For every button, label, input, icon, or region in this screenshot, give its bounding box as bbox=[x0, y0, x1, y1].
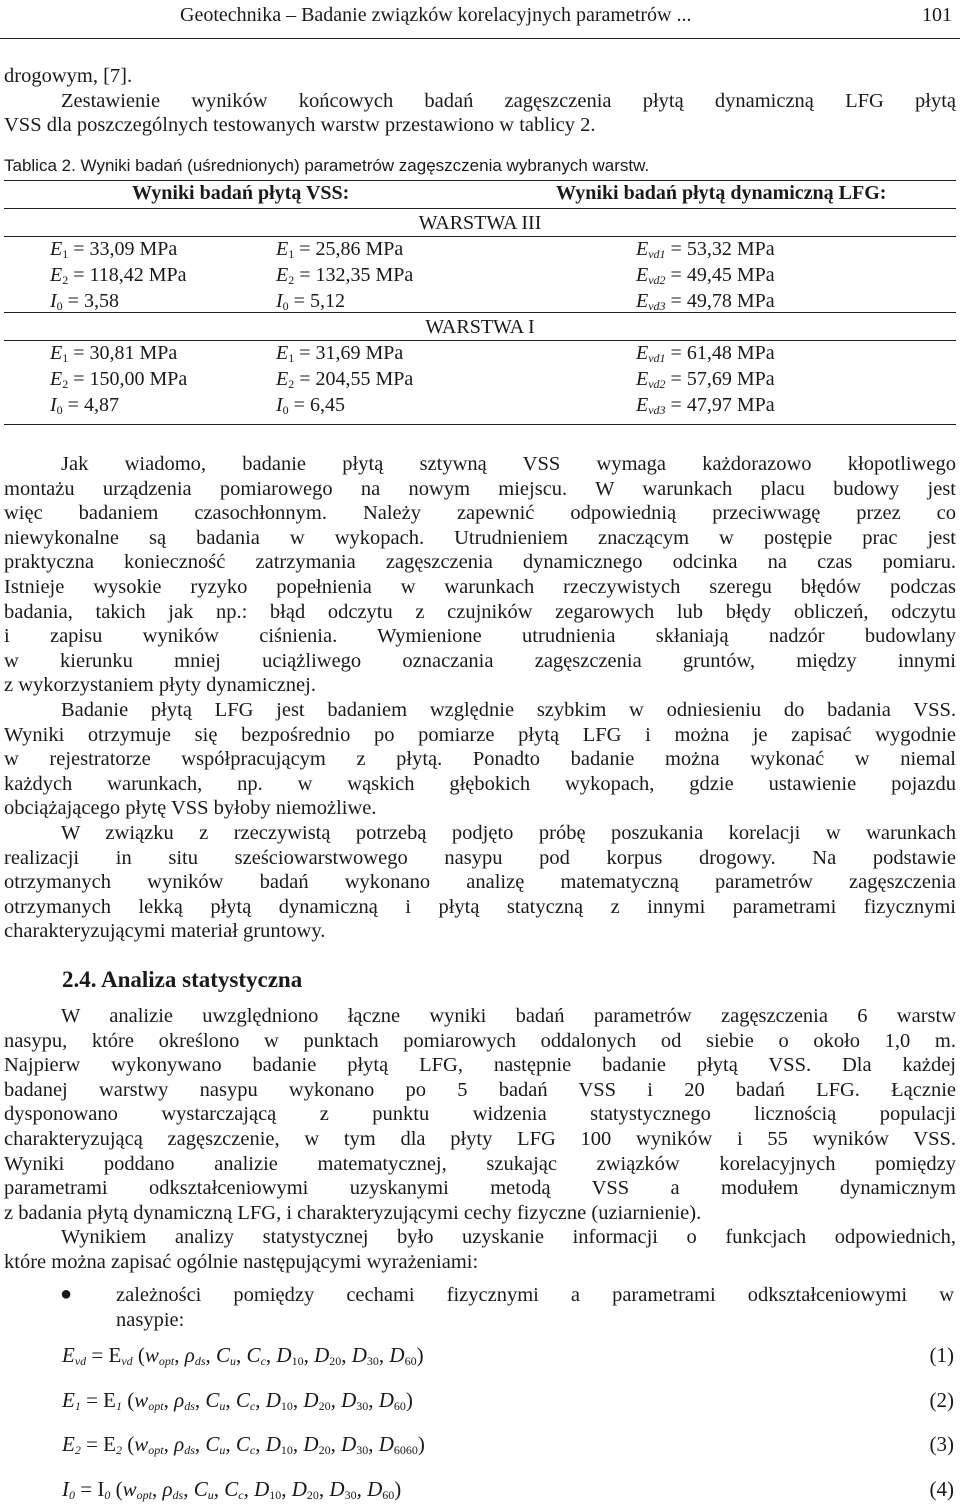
table-cell bbox=[50, 290, 119, 314]
symbol: E bbox=[62, 1343, 75, 1367]
value: = 150,00 MPa bbox=[68, 368, 188, 390]
paragraph-1 bbox=[4, 452, 956, 944]
bullet-dot-icon: ● bbox=[60, 1283, 73, 1305]
text-line: nasypie: bbox=[116, 1308, 185, 1331]
subscript: 2 bbox=[116, 1443, 122, 1457]
symbol: E bbox=[62, 1388, 75, 1412]
table-header-lfg: Wyniki badań płytą dynamiczną LFG: bbox=[556, 182, 887, 204]
text-line: Zestawienie wyników końcowych badań zagęszczenia płytą dynamiczną LFG płytą bbox=[61, 89, 956, 112]
symbol: I bbox=[276, 290, 283, 312]
text-line: montażu urządzenia pomiarowego na nowym miejscu. W warunkach placu budowy jest bbox=[4, 477, 956, 500]
subscript: 2 bbox=[288, 377, 295, 391]
text-line: niewykonalne są badania w wykopach. Utrudnieniem znaczącym w postępie prac jest bbox=[4, 526, 956, 549]
table-cell bbox=[636, 264, 775, 288]
text-line: charakteryzującą zagęszczenie, w tym dla płyty LFG 100 wyników i 55 wyników VSS. bbox=[4, 1127, 956, 1150]
text-line: Istnieje wysokie ryzyko popełnienia w warunkach rzeczywistych szeregu błędów podczas bbox=[4, 575, 956, 598]
value: = 25,86 MPa bbox=[294, 238, 404, 260]
symbol: E bbox=[636, 394, 649, 416]
subscript: 1 bbox=[288, 247, 295, 261]
equation-number: (2) bbox=[929, 1388, 954, 1412]
table-cell bbox=[50, 342, 177, 366]
value: = 53,32 MPa bbox=[665, 238, 775, 260]
table-header-vss: Wyniki badań płytą VSS: bbox=[132, 182, 350, 204]
intro-paragraph bbox=[4, 64, 956, 138]
subscript: 0 bbox=[282, 299, 289, 313]
table-cell bbox=[636, 368, 775, 392]
table-cell bbox=[50, 238, 177, 262]
symbol: E bbox=[636, 290, 649, 312]
equals: = I bbox=[75, 1477, 105, 1501]
table-rule bbox=[4, 208, 956, 209]
subscript: 0 bbox=[104, 1488, 111, 1502]
symbol: E bbox=[50, 342, 63, 364]
value: = 4,87 bbox=[62, 394, 119, 416]
text-line: w rejestratorze współpracującym z płytą. Ponadto badanie można wykonać w niemal bbox=[4, 748, 956, 771]
table-cell bbox=[276, 264, 413, 288]
text-line: badanej warstwy nasypu wykonano po 5 badań VSS i 20 badań LFG. Łącznie bbox=[4, 1078, 956, 1101]
running-header bbox=[0, 0, 960, 39]
subscript: 1 bbox=[288, 351, 295, 365]
value: = 57,69 MPa bbox=[665, 368, 775, 390]
subscript: vd1 bbox=[648, 351, 666, 365]
table-cell bbox=[50, 264, 187, 288]
text-line: i zapisu wyników ciśnienia. Wymienione utrudnienia skłaniają nadzór budowlany bbox=[4, 625, 956, 648]
subscript: 1 bbox=[74, 1399, 81, 1413]
value: = 30,81 MPa bbox=[68, 342, 178, 364]
value: = 5,12 bbox=[288, 290, 345, 312]
subscript: 0 bbox=[69, 1488, 75, 1502]
value: = 49,78 MPa bbox=[665, 290, 775, 312]
text-line: nasypu, które określono w punktach pomiarowych oddalonych od siebie o około 1,0 m. bbox=[4, 1029, 956, 1052]
subscript: 1 bbox=[116, 1399, 122, 1413]
subscript: vd3 bbox=[648, 299, 666, 313]
text-line: Wynikiem analizy statystycznej było uzyskanie informacji o funkcjach odpowiednich, bbox=[61, 1226, 956, 1249]
text-line: które można zapisać ogólnie następującymi wyrażeniami: bbox=[4, 1250, 479, 1273]
text-line: z wykorzystaniem płyty dynamicznej. bbox=[4, 674, 316, 697]
table-cell bbox=[50, 394, 119, 418]
text-line: parametrami odkształceniowymi uzyskanymi metodą VSS a modułem dynamicznym bbox=[4, 1177, 956, 1200]
subscript: 0 bbox=[56, 403, 63, 417]
subscript: 1 bbox=[62, 247, 69, 261]
text-line: drogowym, [7]. bbox=[4, 65, 133, 87]
paragraph-analysis bbox=[4, 1004, 956, 1275]
symbol: E bbox=[50, 238, 63, 260]
table-caption: Tablica 2. Wyniki badań (uśrednionych) parametrów zagęszczenia wybranych warstw. bbox=[4, 156, 650, 175]
subscript: 2 bbox=[62, 273, 69, 287]
text-line: otrzymanych lekką płytą dynamiczną i płytą statyczną z innymi parametrami fizycznymi bbox=[4, 895, 956, 918]
text-line: z badania płytą dynamiczną LFG, i charakteryzującymi cechy fizyczne (uziarnienie). bbox=[4, 1201, 702, 1224]
symbol: E bbox=[276, 342, 289, 364]
table-cell bbox=[276, 290, 345, 314]
equals: = E bbox=[80, 1388, 116, 1412]
table-cell bbox=[636, 394, 775, 418]
table-rule bbox=[4, 236, 956, 237]
subscript: 60 bbox=[404, 1354, 417, 1368]
table-cell bbox=[636, 238, 775, 262]
symbol: I bbox=[50, 394, 57, 416]
section-heading bbox=[62, 967, 302, 993]
value: = 47,97 MPa bbox=[665, 394, 775, 416]
subscript: 6060 bbox=[393, 1443, 418, 1457]
value: = 61,48 MPa bbox=[665, 342, 775, 364]
subscript: 0 bbox=[282, 403, 289, 417]
text-line: obciążającego płytę VSS byłoby niemożliwe. bbox=[4, 797, 377, 820]
section-number: 2.4. bbox=[62, 967, 97, 992]
value: = 6,45 bbox=[288, 394, 345, 416]
equation-number: (1) bbox=[929, 1343, 954, 1367]
equals: = E bbox=[80, 1432, 116, 1456]
value: = 132,35 MPa bbox=[294, 264, 414, 286]
text-line: otrzymanych wyników badań wykonano analizę matematyczną parametrów zagęszczenia bbox=[4, 871, 956, 894]
value: = 31,69 MPa bbox=[294, 342, 404, 364]
equation: $E_1 = E_1$ ($w_{opt}$, $\rho_{ds}$, $C_u$, $C_c$, $D_{10}$, $D_{20}$, $D_{30}$, $D_{60}$) bbox=[62, 1388, 413, 1413]
subscript: vd bbox=[74, 1354, 87, 1368]
text-line: badania, takich jak np.: błąd odczytu z czujników zegarowych lub błędy obliczeń, odczytu bbox=[4, 600, 956, 623]
table-rule bbox=[4, 424, 956, 425]
symbol: E bbox=[276, 264, 289, 286]
text-line: więc badaniem czasochłonnym. Należy zapewnić odpowiednią przeciwwagę przez co bbox=[4, 502, 956, 525]
subscript: vd3 bbox=[648, 403, 666, 417]
equation-number: (3) bbox=[929, 1432, 954, 1456]
symbol: E bbox=[636, 342, 649, 364]
text-line: realizacji in situ sześciowarstwowego nasypu pod korpus drogowy. Na podstawie bbox=[4, 846, 956, 869]
symbol: E bbox=[636, 238, 649, 260]
subscript: 60 bbox=[382, 1488, 395, 1502]
table-cell bbox=[276, 394, 345, 418]
subscript: 2 bbox=[62, 377, 69, 391]
subscript: vd2 bbox=[648, 377, 666, 391]
subscript: 0 bbox=[56, 299, 63, 313]
page-number: 101 bbox=[922, 4, 952, 26]
text-line: W analizie uwzględniono łączne wyniki badań parametrów zagęszczenia 6 warstw bbox=[61, 1005, 956, 1027]
symbol: I bbox=[50, 290, 57, 312]
symbol: E bbox=[636, 264, 649, 286]
table-cell bbox=[636, 342, 775, 366]
symbol: E bbox=[50, 264, 63, 286]
text-line: zależności pomiędzy cechami fizycznymi a parametrami odkształceniowymi w bbox=[116, 1284, 954, 1306]
subscript: 60 bbox=[393, 1399, 406, 1413]
equation: $E_2 = E_2$ ($w_{opt}$, $\rho_{ds}$, $C_u$, $C_c$, $D_{10}$, $D_{20}$, $D_{30}$, $D_{6060}$) bbox=[62, 1432, 425, 1457]
text-line: VSS dla poszczególnych testowanych warstw przestawiono w tablicy 2. bbox=[4, 114, 596, 137]
symbol: E bbox=[276, 238, 289, 260]
text-line: W związku z rzeczywistą potrzebą podjęto próbę poszukania korelacji w warunkach bbox=[61, 821, 956, 844]
value: = 204,55 MPa bbox=[294, 368, 414, 390]
text-line: każdych warunkach, np. w wąskich głębokich wykopach, gdzie ustawienie pojazdu bbox=[4, 772, 956, 795]
text-line: dysponowano wystarczającą z punktu widzenia statystycznego licznością populacji bbox=[4, 1103, 956, 1126]
section-title: Analiza statystyczna bbox=[100, 967, 303, 992]
equation-number: (4) bbox=[929, 1477, 954, 1501]
symbol: E bbox=[276, 368, 289, 390]
subscript: vd bbox=[121, 1354, 133, 1368]
text-line: Jak wiadomo, badanie płytą sztywną VSS wymaga każdorazowo kłopotliwego bbox=[61, 453, 956, 475]
text-line: Najpierw wykonywano badanie płytą LFG, następnie badanie płytą VSS. Dla każdej bbox=[4, 1054, 956, 1077]
symbol: E bbox=[50, 368, 63, 390]
equation: $E_{vd} = E_{vd}$ ($w_{opt}$, $\rho_{ds}$, $C_u$, $C_c$, $D_{10}$, $D_{20}$, $D_{30}$, $D_{60}$) bbox=[62, 1343, 424, 1368]
subscript: vd2 bbox=[648, 273, 666, 287]
text-line: Wyniki poddano analizie matematycznej, szukając związków korelacyjnych pomiędzy bbox=[4, 1152, 956, 1175]
value: = 3,58 bbox=[62, 290, 119, 312]
symbol: I bbox=[62, 1477, 69, 1501]
equals: = E bbox=[86, 1343, 122, 1367]
value: = 49,45 MPa bbox=[665, 264, 775, 286]
text-line: charakteryzującymi materiał gruntowy. bbox=[4, 920, 326, 943]
table-rule bbox=[4, 340, 956, 341]
value: = 118,42 MPa bbox=[68, 264, 187, 286]
table-cell bbox=[276, 342, 403, 366]
text-line: Wyniki otrzymuje się bezpośrednio po pomiarze płytą LFG i można je zapisać wygodnie bbox=[4, 723, 956, 746]
text-line: Badanie płytą LFG jest badaniem względnie szybkim w odniesieniu do badania VSS. bbox=[61, 698, 956, 721]
equation: $I_0 = I_0$ ($w_{opt}$, $\rho_{ds}$, $C_u$, $C_c$, $D_{10}$, $D_{20}$, $D_{30}$, $D_{60}$) bbox=[62, 1477, 402, 1502]
subscript: 2 bbox=[74, 1443, 81, 1457]
table-section-label: WARSTWA I bbox=[425, 316, 535, 338]
subscript: 2 bbox=[288, 273, 295, 287]
table-cell bbox=[276, 238, 403, 262]
running-title: Geotechnika – Badanie związków korelacyjnych parametrów ... bbox=[180, 4, 692, 26]
symbol: I bbox=[276, 394, 283, 416]
symbol: E bbox=[62, 1432, 75, 1456]
subscript: vd1 bbox=[648, 247, 666, 261]
table-cell bbox=[276, 368, 413, 392]
table-rule bbox=[4, 180, 956, 181]
table-rule bbox=[4, 312, 956, 313]
text-line: w kierunku mniej uciążliwego oznaczania zagęszczenia gruntów, między innymi bbox=[4, 649, 956, 672]
text-line: praktyczna konieczność zatrzymania zagęszczenia dynamicznego odcinka na czas pomiaru. bbox=[4, 551, 956, 574]
table-cell bbox=[636, 290, 775, 314]
table-cell bbox=[50, 368, 187, 392]
table-section-label: WARSTWA III bbox=[418, 212, 542, 234]
symbol: E bbox=[636, 368, 649, 390]
subscript: 1 bbox=[62, 351, 69, 365]
value: = 33,09 MPa bbox=[68, 238, 178, 260]
